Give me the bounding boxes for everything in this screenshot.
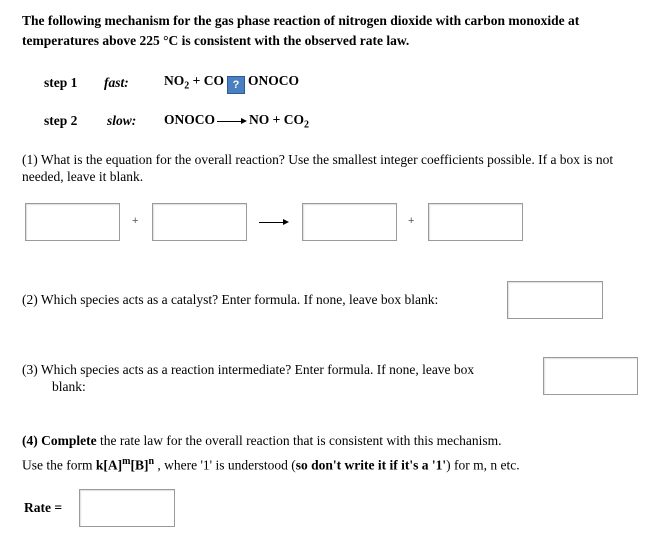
step-1-reactant-2: CO — [203, 73, 224, 88]
question-4-heading-bold: (4) Complete — [22, 433, 97, 448]
step-2-label: step 2 — [44, 113, 78, 128]
step-2-product-2: CO — [283, 112, 304, 127]
question-4-instructions — [22, 453, 520, 474]
rate-law-input[interactable] — [79, 489, 175, 527]
step-1-label: step 1 — [44, 75, 78, 90]
equation-plus-right: + — [408, 215, 415, 227]
intermediate-input[interactable] — [543, 357, 638, 395]
reactant-1-input[interactable] — [25, 203, 120, 241]
product-1-input[interactable] — [302, 203, 397, 241]
q4-text-bold: so don't write it if it's a '1' — [295, 457, 447, 473]
question-1-text: (1) What is the equation for the overall reaction? Use the smallest integer coefficients possible. If a box is not needed, leave it blank. — [22, 152, 614, 184]
step-2-plus: + — [272, 112, 281, 127]
step-2-product-1: NO — [249, 112, 270, 127]
reaction-arrow-icon — [217, 116, 247, 126]
q4-text-d: ) for m, n etc. — [446, 457, 520, 473]
step-1-reactant-1: NO — [164, 73, 185, 88]
rate-form-n: n — [148, 456, 155, 467]
rate-form-b: [B] — [130, 457, 149, 473]
q4-text-c: , where '1' is understood ( — [154, 457, 296, 473]
step-2-equation — [164, 112, 309, 131]
step-1-equation — [164, 73, 299, 94]
step-1-product: ONOCO — [247, 73, 299, 88]
question-3-text-line-2: blank: — [52, 379, 86, 394]
q4-text-a: Use the form — [22, 457, 96, 473]
equation-plus-left: + — [132, 215, 139, 227]
product-2-input[interactable] — [428, 203, 523, 241]
step-2-speed: slow: — [107, 113, 137, 128]
equilibrium-help-icon[interactable]: ? — [227, 76, 245, 94]
overall-reaction-arrow-icon — [259, 217, 289, 227]
step-2-reactant: ONOCO — [164, 112, 216, 127]
question-4-heading-rest: the rate law for the overall reaction that is consistent with this mechanism. — [96, 433, 502, 448]
step-1-plus: + — [192, 73, 201, 88]
step-2-product-2-sub: 2 — [303, 119, 309, 131]
question-3-text-line-1: (3) Which species acts as a reaction intermediate? Enter formula. If none, leave box — [22, 362, 475, 377]
intro-text: The following mechanism for the gas phase reaction of nitrogen dioxide with carbon monoxide at temperatures above 225 °C is consistent with the observed rate law. — [22, 13, 580, 48]
rate-form-k-a: k[A] — [95, 457, 123, 473]
step-1-speed: fast: — [104, 75, 129, 90]
catalyst-input[interactable] — [507, 281, 603, 319]
rate-label: Rate = — [24, 500, 63, 515]
question-4-heading — [22, 432, 502, 449]
reactant-2-input[interactable] — [152, 203, 247, 241]
step-1-reactant-1-sub: 2 — [184, 80, 190, 92]
rate-form-m: m — [122, 456, 131, 467]
question-2-text: (2) Which species acts as a catalyst? Enter formula. If none, leave box blank: — [22, 292, 439, 307]
